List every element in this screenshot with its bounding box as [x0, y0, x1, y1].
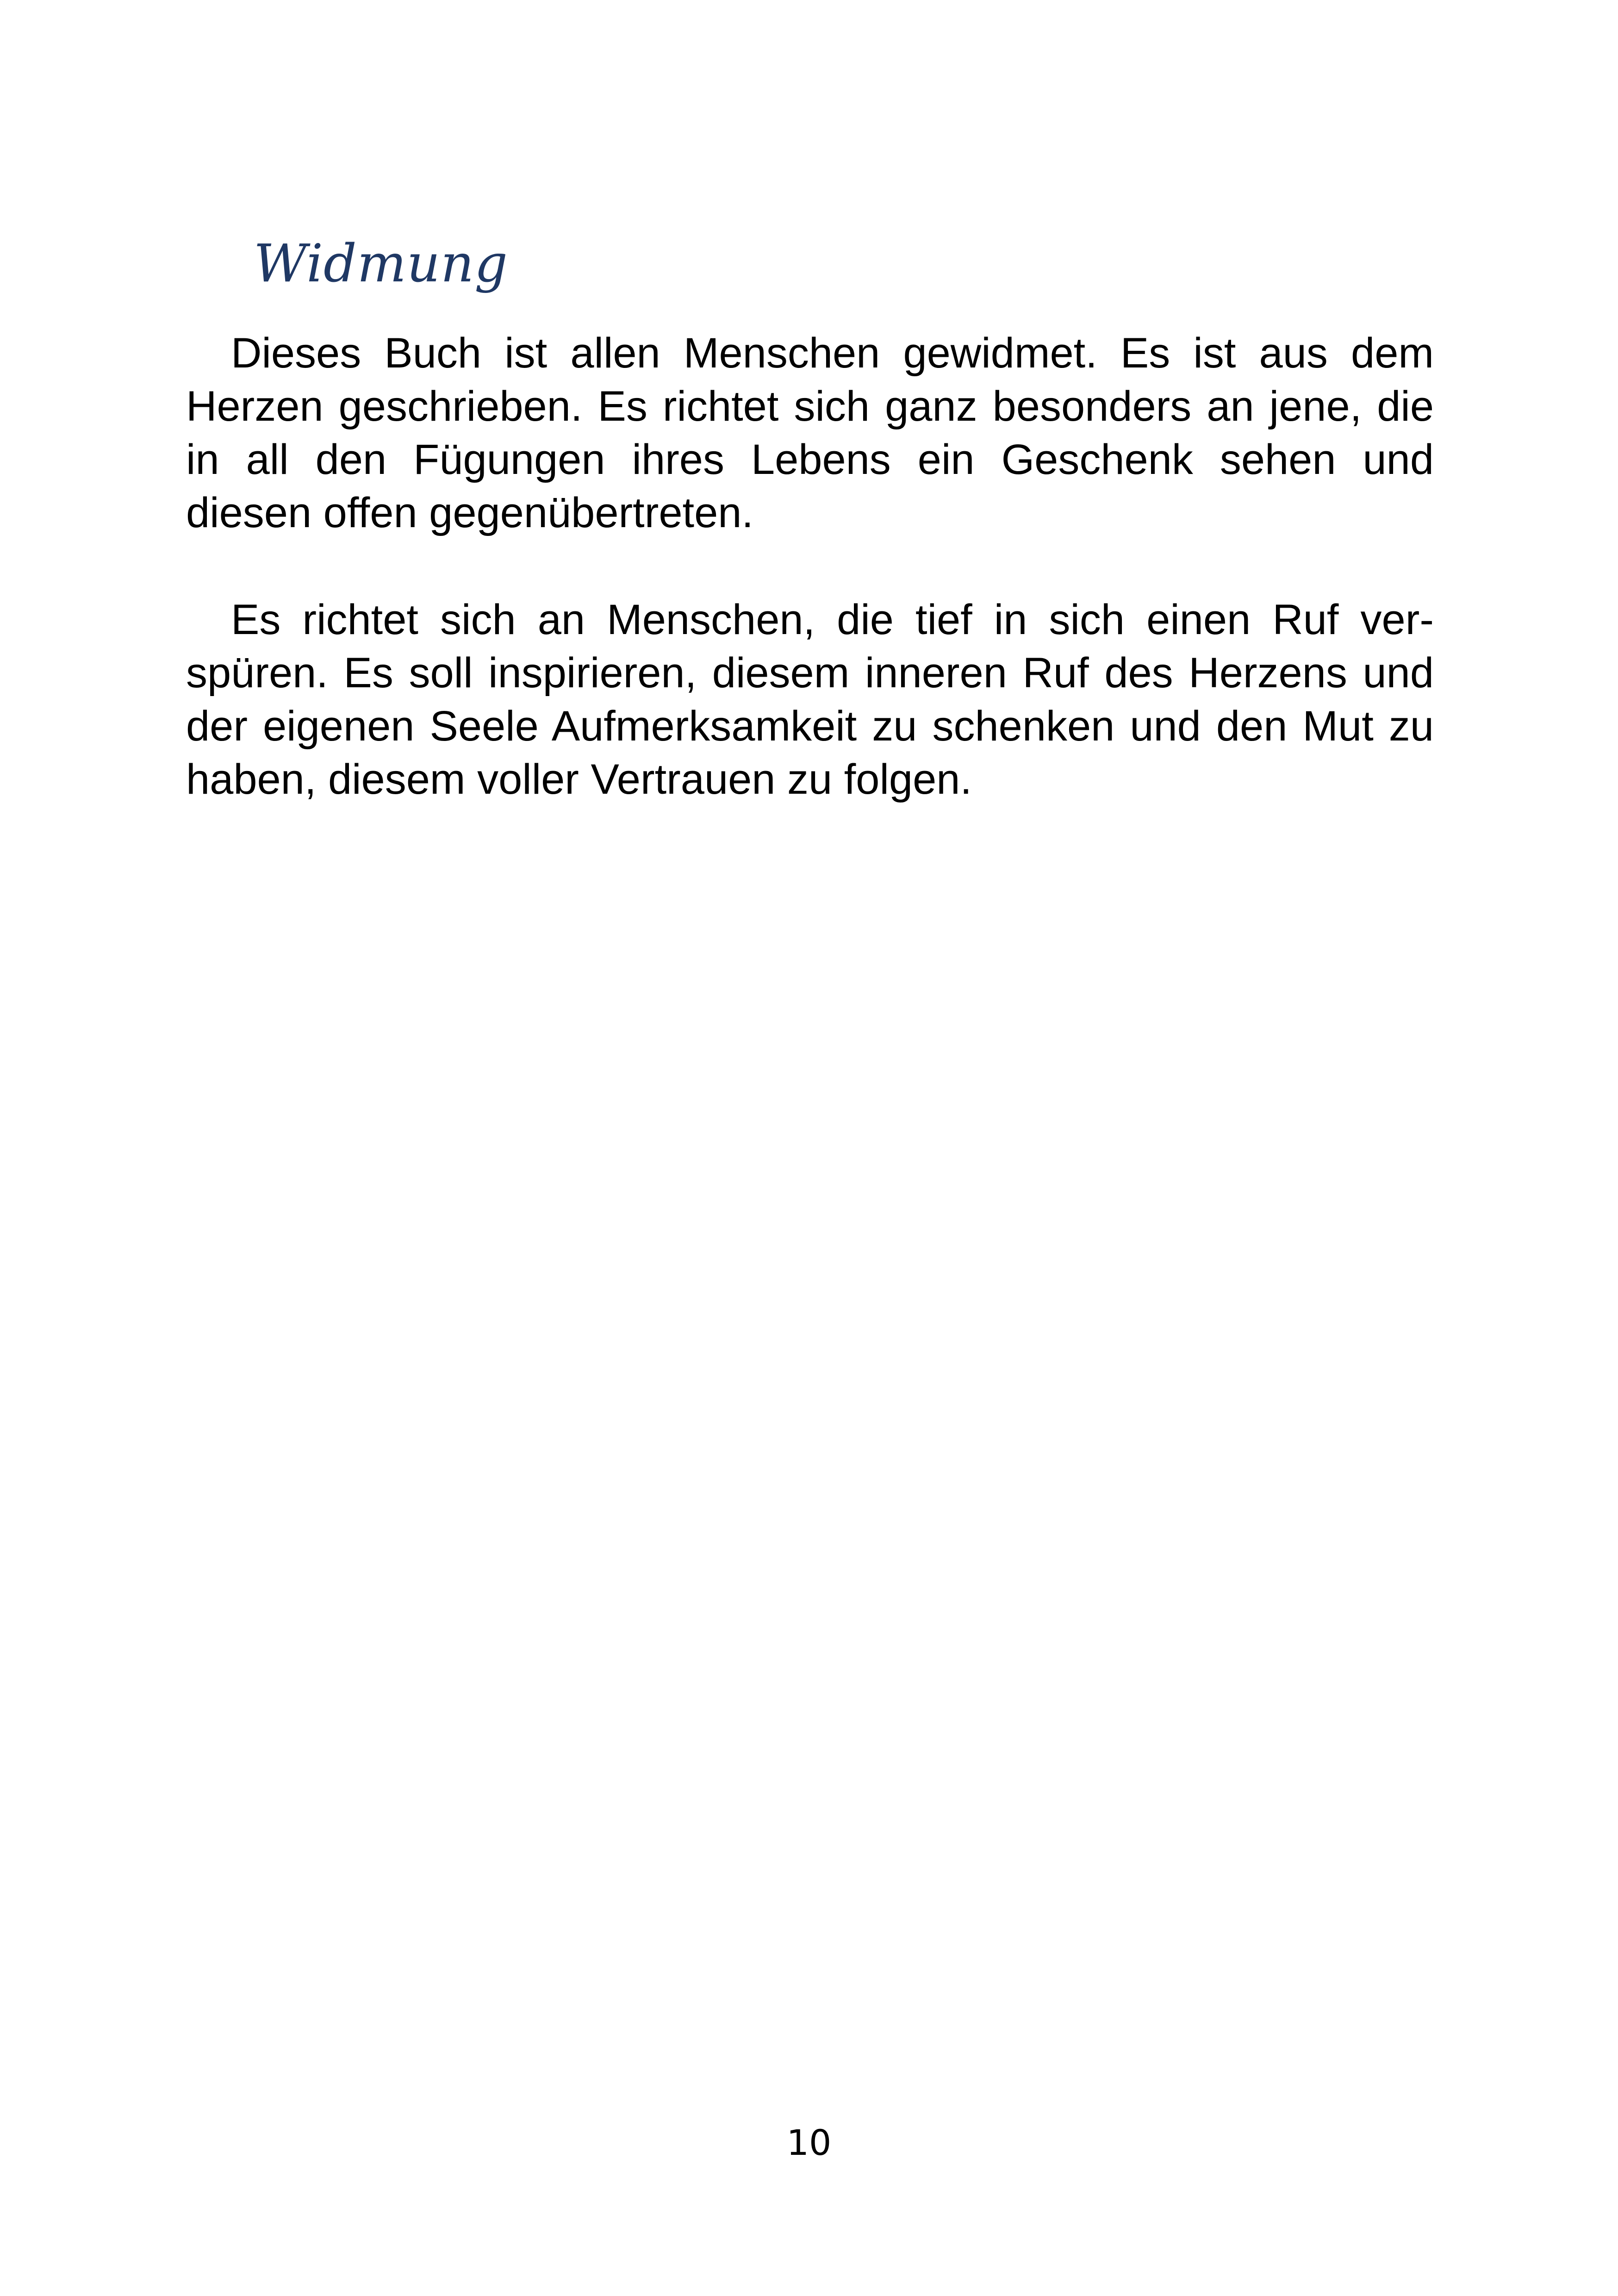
- page-heading: Widmung: [254, 234, 508, 294]
- dedication-paragraph-1: Dieses Buch ist allen Menschen gewidmet. Es ist aus dem Herzen geschrieben. Es richtet sich ganz besonders an jene, die in all den Fügungen ihres Lebens ein Geschenk sehen und diesen offen gegenübertreten.: [186, 330, 1434, 536]
- page-number: 10: [786, 2122, 832, 2163]
- dedication-paragraph-2: Es richtet sich an Menschen, die tief in sich einen Ruf verspüren. Es soll inspirieren, diesem inneren Ruf des Herzens und der eigenen Seele Aufmerksamkeit zu schenken und den Mut zu haben, diesem voller Vertrauen zu folgen.: [186, 596, 1434, 803]
